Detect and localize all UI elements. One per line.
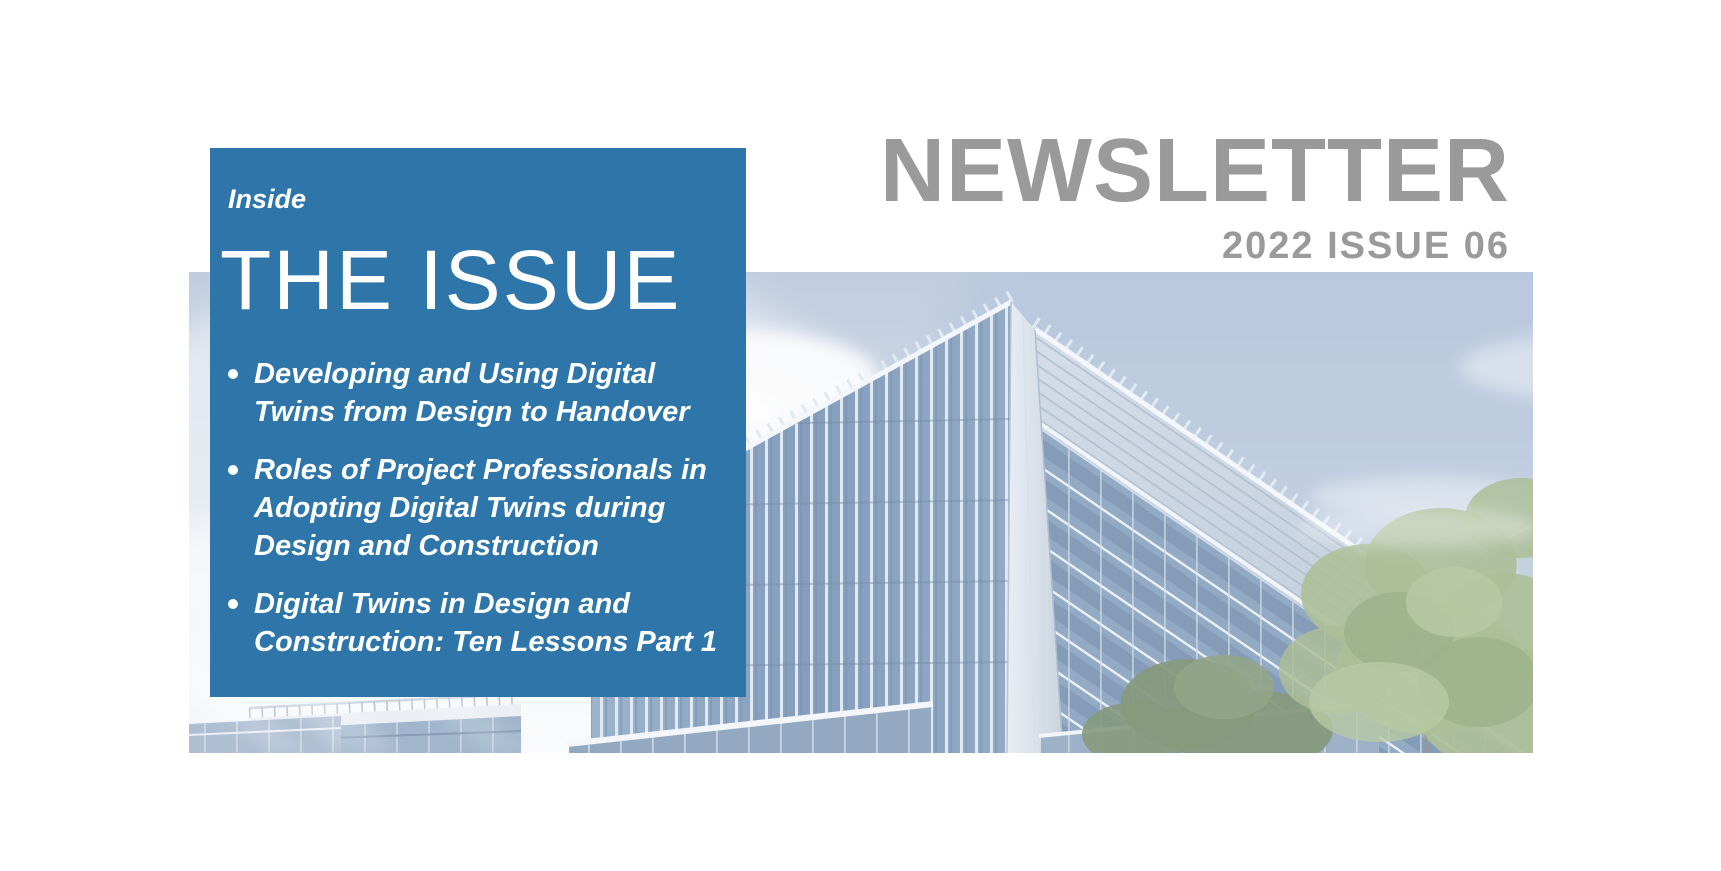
- toc-item-text: Developing and Using Digital Twins from Design to Handover: [254, 357, 690, 428]
- masthead-issue-line: 2022 ISSUE 06: [1222, 224, 1510, 267]
- toc-list: [228, 355, 732, 661]
- toc-item-text: Roles of Project Professionals in Adopting Digital Twins during Design and Construction: [254, 453, 707, 562]
- masthead-title: NEWSLETTER: [880, 121, 1510, 221]
- panel-kicker: Inside: [228, 184, 307, 214]
- bullet-icon: [228, 599, 238, 609]
- masthead: [880, 121, 1510, 268]
- bullet-icon: [228, 465, 238, 475]
- toc-item-text: Digital Twins in Design and Construction: Ten Lessons Part 1: [254, 587, 717, 658]
- toc-item: [228, 585, 732, 661]
- toc-item: [228, 355, 732, 431]
- panel-title: THE ISSUE: [220, 233, 682, 328]
- toc-item: [228, 451, 732, 565]
- inside-panel: [210, 148, 746, 697]
- bullet-icon: [228, 369, 238, 379]
